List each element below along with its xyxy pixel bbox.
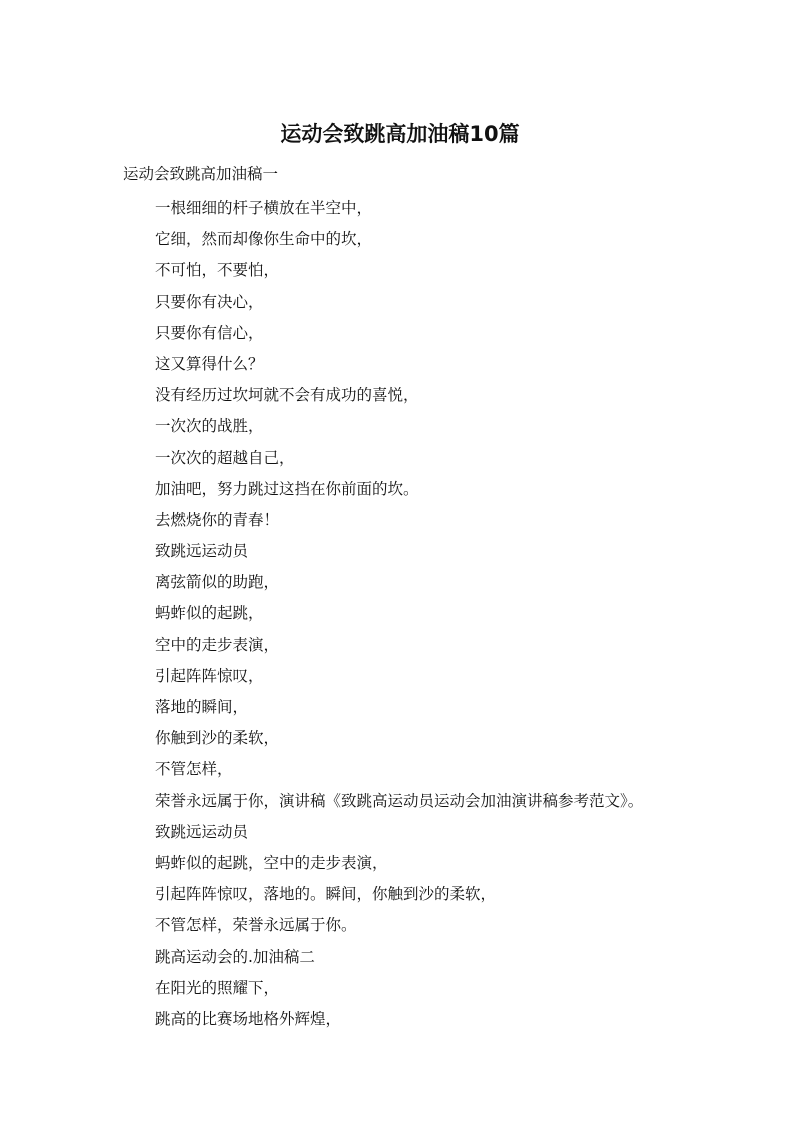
text-line: 它细，然而却像你生命中的坎，	[155, 230, 373, 249]
text-line: 只要你有决心，	[155, 292, 264, 311]
text-line: 荣誉永远属于你，演讲稿《致跳高运动员运动会加油演讲稿参考范文》。	[155, 791, 644, 810]
text-line: 这又算得什么？	[155, 354, 264, 373]
text-line: 加油吧，努力跳过这挡在你前面的坎。	[155, 479, 419, 498]
text-line: 不管怎样，荣誉永远属于你。	[155, 916, 357, 935]
text-line: 一次次的超越自己，	[155, 448, 295, 467]
text-line: 落地的瞬间，	[155, 698, 249, 716]
text-line: 一次次的战胜，	[155, 417, 264, 436]
section-heading: 运动会致跳高加油稿一	[123, 165, 279, 183]
text-line: 跳高的比赛场地格外辉煌，	[155, 1009, 342, 1028]
text-line: 没有经历过坎坷就不会有成功的喜悦，	[155, 386, 419, 405]
document-title: 运动会致跳高加油稿10篇	[280, 122, 520, 146]
text-line: 空中的走步表演，	[155, 635, 280, 654]
text-line: 不可怕，不要怕，	[155, 261, 280, 280]
text-line: 只要你有信心，	[155, 323, 264, 342]
text-line: 引起阵阵惊叹，落地的。瞬间，你触到沙的柔软，	[155, 885, 497, 904]
text-line: 引起阵阵惊叹，	[155, 666, 264, 685]
text-line: 一根细细的杆子横放在半空中，	[155, 199, 373, 217]
text-line: 蚂蚱似的起跳，	[155, 604, 264, 623]
text-line: 你触到沙的柔软，	[155, 729, 280, 748]
text-line: 致跳远运动员	[155, 822, 249, 841]
text-line: 致跳远运动员	[155, 542, 249, 561]
text-line: 不管怎样，	[155, 760, 233, 779]
text-line: 去燃烧你的青春！	[155, 510, 280, 529]
text-line: 跳高运动会的.加油稿二	[155, 947, 315, 966]
text-line: 在阳光的照耀下，	[155, 978, 280, 997]
text-line: 蚂蚱似的起跳，空中的走步表演，	[155, 853, 388, 872]
text-line: 离弦箭似的助跑，	[155, 573, 280, 592]
poem-lines	[155, 193, 775, 1035]
